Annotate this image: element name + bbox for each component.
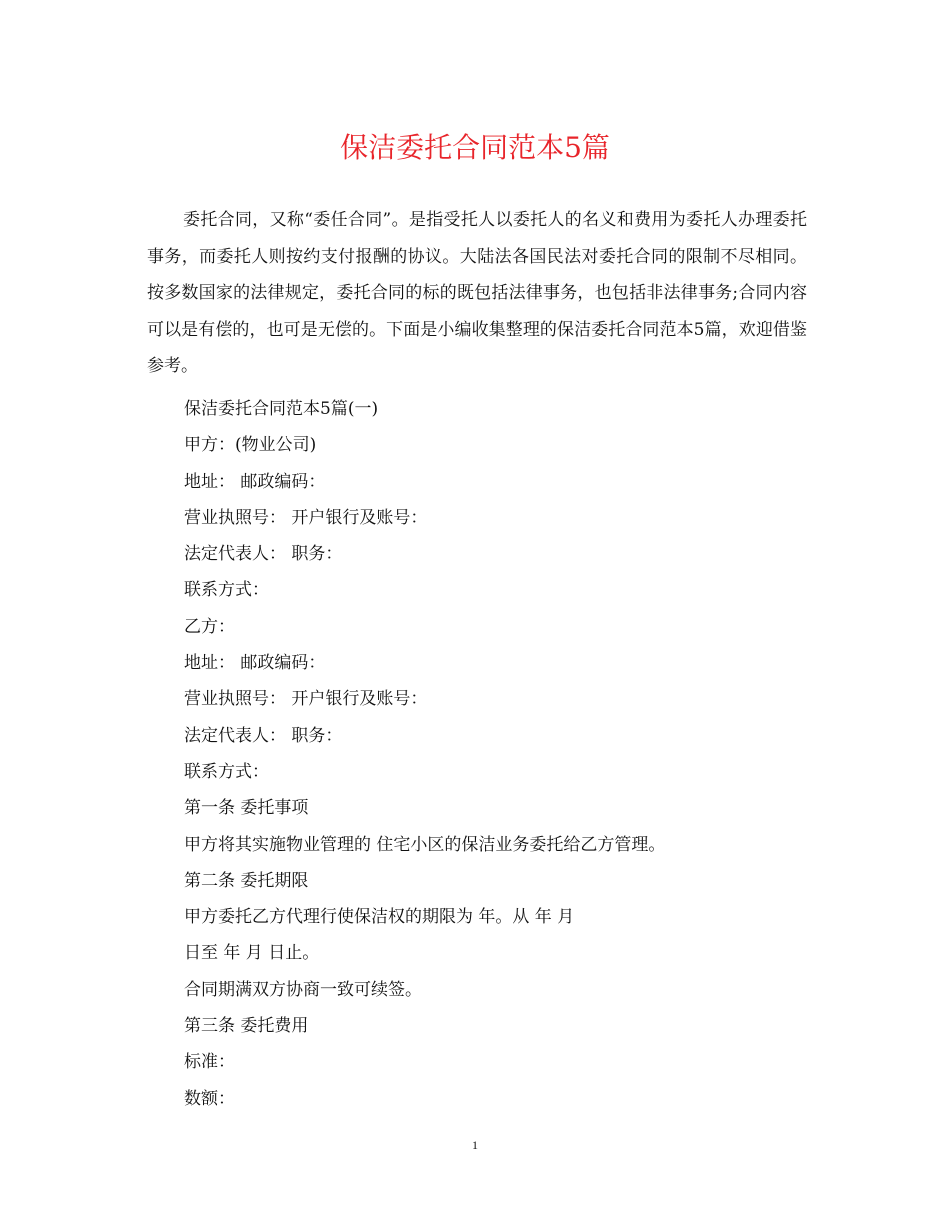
article-1-heading: 第一条 委托事项 <box>184 798 309 819</box>
party-a-license-line: 营业执照号： 开户银行及账号： <box>184 507 428 528</box>
party-a-representative-line: 法定代表人： 职务： <box>184 544 343 565</box>
page-number: 1 <box>472 1138 478 1152</box>
fee-amount-line: 数额： <box>184 1088 235 1109</box>
article-2-text-line-2: 日至 年 月 日止。 <box>184 943 320 964</box>
party-b-license-line: 营业执照号： 开户银行及账号： <box>184 689 428 710</box>
intro-paragraph: 委托合同，又称“委任合同”。是指受托人以委托人的名义和费用为委托人办理委托事务，而委托人则按约支付报酬的协议。大陆法各国民法对委托合同的限制不尽相同。按多数国家的法律规定，委托合同的标的既包括法律事务，也包括非法律事务;合同内容可以是有偿的，也可是无偿的。下面是小编收集整理的保洁委托合同范本5篇，欢迎借鉴参考。 <box>147 210 807 377</box>
article-3-heading: 第三条 委托费用 <box>184 1016 309 1037</box>
party-a-address-line: 地址： 邮政编码： <box>184 471 326 492</box>
party-b-address-line: 地址： 邮政编码： <box>184 653 326 674</box>
party-b-representative-line: 法定代表人： 职务： <box>184 725 343 746</box>
article-2-renewal-line: 合同期满双方协商一致可续签。 <box>184 979 422 1000</box>
party-b-contact-line: 联系方式： <box>184 761 269 782</box>
article-2-text-line-1: 甲方委托乙方代理行使保洁权的期限为 年。从 年 月 <box>184 907 575 928</box>
section-heading: 保洁委托合同范本5篇(一) <box>184 399 379 419</box>
party-a-contact-line: 联系方式： <box>184 580 269 601</box>
document-title: 保洁委托合同范本5篇 <box>340 131 610 164</box>
contract-lines <box>184 391 804 1117</box>
party-a-line: 甲方：(物业公司) <box>184 435 317 456</box>
party-b-line: 乙方： <box>184 616 235 637</box>
fee-standard-line: 标准： <box>184 1052 235 1073</box>
article-1-text: 甲方将其实施物业管理的 住宅小区的保洁业务委托给乙方管理。 <box>184 834 666 855</box>
article-2-heading: 第二条 委托期限 <box>184 870 309 891</box>
